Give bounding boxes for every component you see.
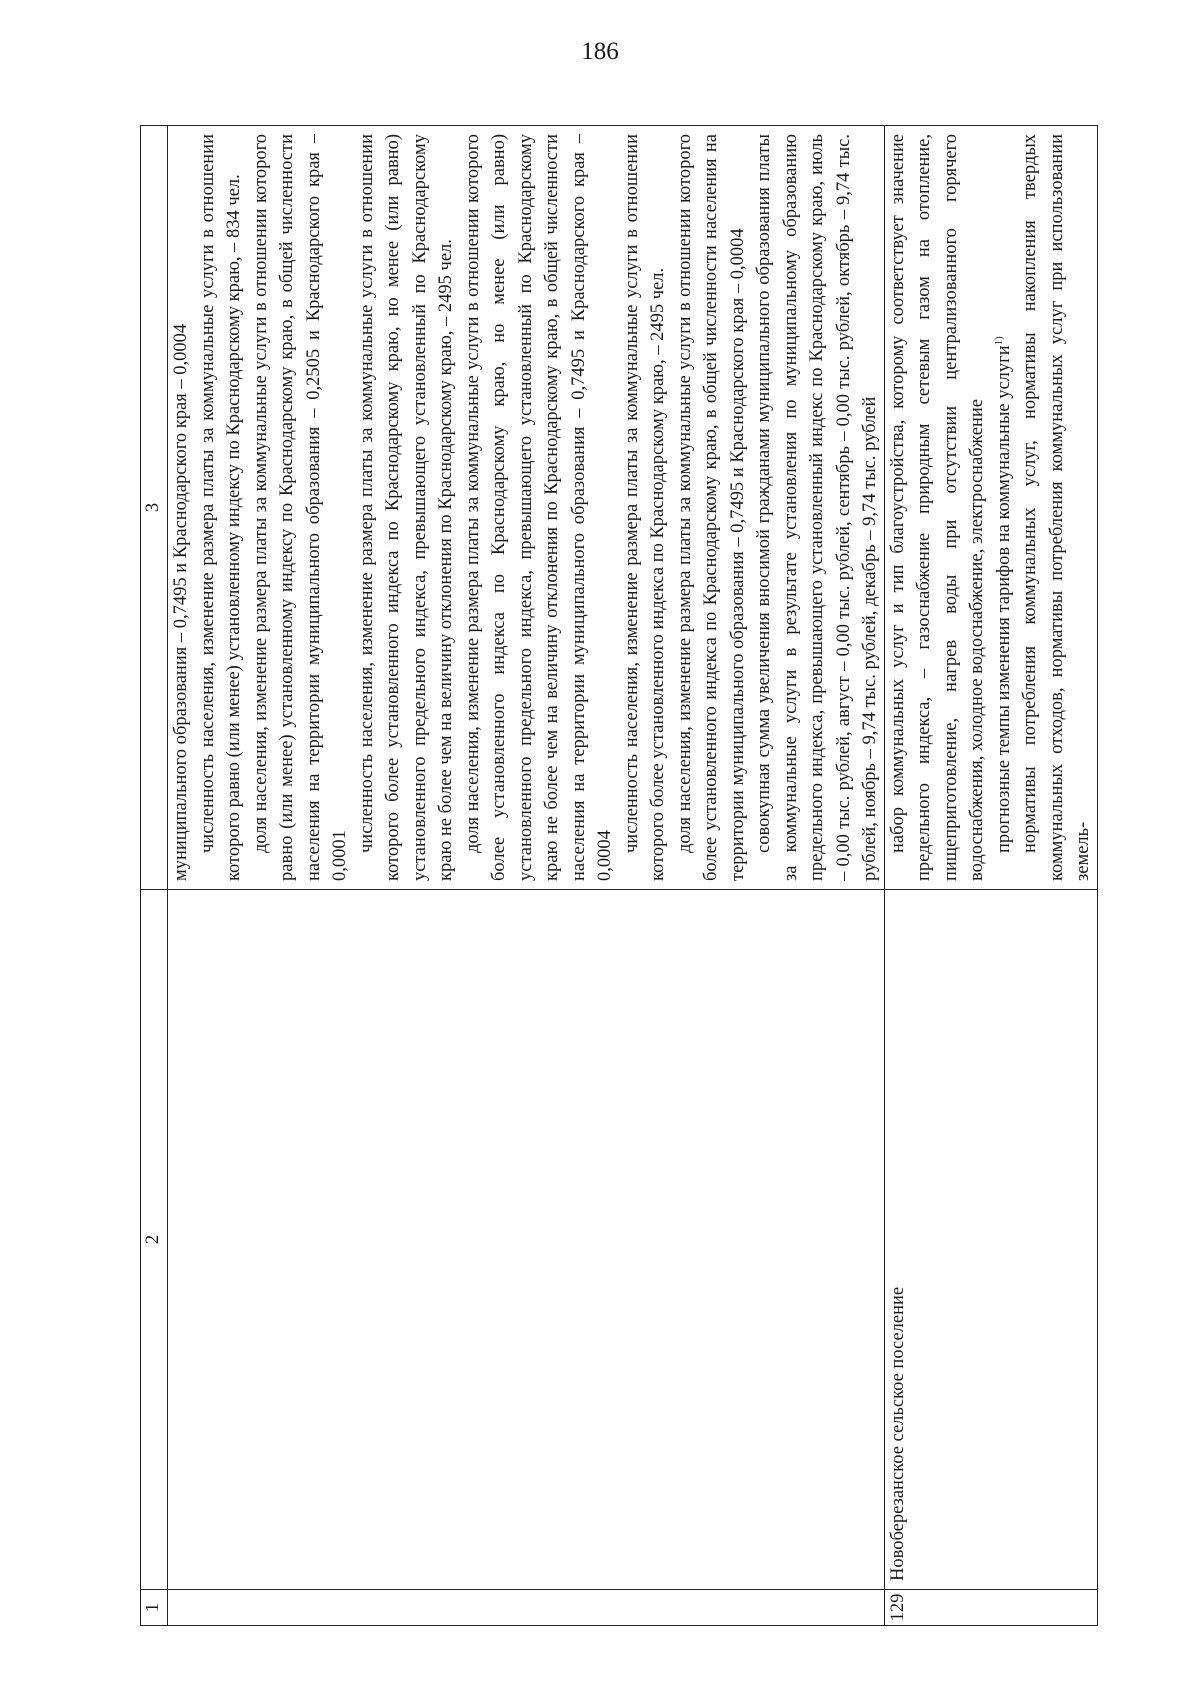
indicator-paragraph: набор коммунальных услуг и тип благоустройства, которому соответствует значение предельного индекса, – газоснабжение природным сетевым газом на отопление, пищеприготовление, нагрев воды при отсутствии централизованного горячего водоснабжения, холодное водоснабжение, электроснабжение xyxy=(887,134,987,881)
indicator-paragraph: доля населения, изменение размера платы за коммунальные услуги в отношении которого более установленного индекса по Краснодарскому краю, но менее (или равно) установленного предельного индекса, превышающего установленный по Краснодарскому краю не более чем на величину отклонения по Краснодарскому краю, в общей численности населения на территории муниципального образования – 0,7495 и Краснодарского края – 0,0004 xyxy=(462,134,615,881)
column-number-row xyxy=(141,126,168,1626)
municipality-name-cell xyxy=(168,890,885,1590)
indicator-paragraph: численность населения, изменение размера платы за коммунальные услуги в отношении которого равно (или менее) установленному индексу по Краснодарскому краю, – 834 чел. xyxy=(197,134,244,881)
data-table xyxy=(140,125,1098,1626)
indicator-paragraph: доля населения, изменение размера платы за коммунальные услуги в отношении которого равно (или менее) установленному индексу по Краснодарскому краю, в общей численности населения на территории муниципального образования – 0,2505 и Краснодарского края – 0,0001 xyxy=(250,134,350,881)
row-number-cell xyxy=(168,1590,885,1626)
table-row-129 xyxy=(884,126,1097,1626)
table-row-continuation xyxy=(168,126,885,1626)
indicator-paragraph: нормативы потребления коммунальных услуг, нормативы накопления твердых коммунальных отходов, нормативы потребления коммунальных услуг при использовании земель- xyxy=(1020,134,1093,881)
indicator-paragraph: численность населения, изменение размера платы за коммунальные услуги в отношении которого более установленного индекса по Краснодарскому краю, но менее (или равно) установленного предельного индекса, превышающего установленный по Краснодарскому краю не более чем на величину отклонения по Краснодарскому краю, – 2495 чел. xyxy=(356,134,456,881)
row-number-cell: 129 xyxy=(884,1590,1097,1626)
municipality-name-cell: Новоберезанское сельское поселение xyxy=(884,890,1097,1590)
indicators-cell xyxy=(884,126,1097,890)
page-number: 186 xyxy=(581,38,619,65)
indicator-paragraph: численность населения, изменение размера платы за коммунальные услуги в отношении которого более установленного индекса по Краснодарскому краю, – 2495 чел. xyxy=(621,134,668,881)
rotated-table-page xyxy=(140,126,1093,1626)
indicators-cell xyxy=(168,126,885,890)
indicator-paragraph: совокупная сумма увеличения вносимой гражданами муниципального образования платы за коммунальные услуги в результате установления по муниципальному образованию предельного индекса, превышающего установленный индекс по Краснодарскому краю, июль – 0,00 тыс. рублей, август – 0,00 тыс. рублей, сентябрь – 0,00 тыс. рублей, октябрь – 9,74 тыс. рублей, ноябрь – 9,74 тыс. рублей, декабрь – 9,74 тыс. рублей xyxy=(754,134,880,881)
column-number-1: 1 xyxy=(141,1590,168,1626)
indicator-paragraph: муниципального образования – 0,7495 и Краснодарского края – 0,0004 xyxy=(171,323,191,881)
indicator-paragraph: доля населения, изменение размера платы за коммунальные услуги в отношении которого более установленного индекса по Краснодарскому краю, в общей численности населения на территории муниципального образования – 0,7495 и Краснодарского края – 0,0004 xyxy=(674,134,748,881)
column-number-3: 3 xyxy=(141,126,168,890)
indicator-text: прогнозные темпы изменения тарифов на коммунальные услуги xyxy=(993,345,1014,853)
footnote-marker: 1) xyxy=(992,336,1005,346)
column-number-2: 2 xyxy=(141,890,168,1590)
indicator-paragraph xyxy=(991,134,1018,881)
